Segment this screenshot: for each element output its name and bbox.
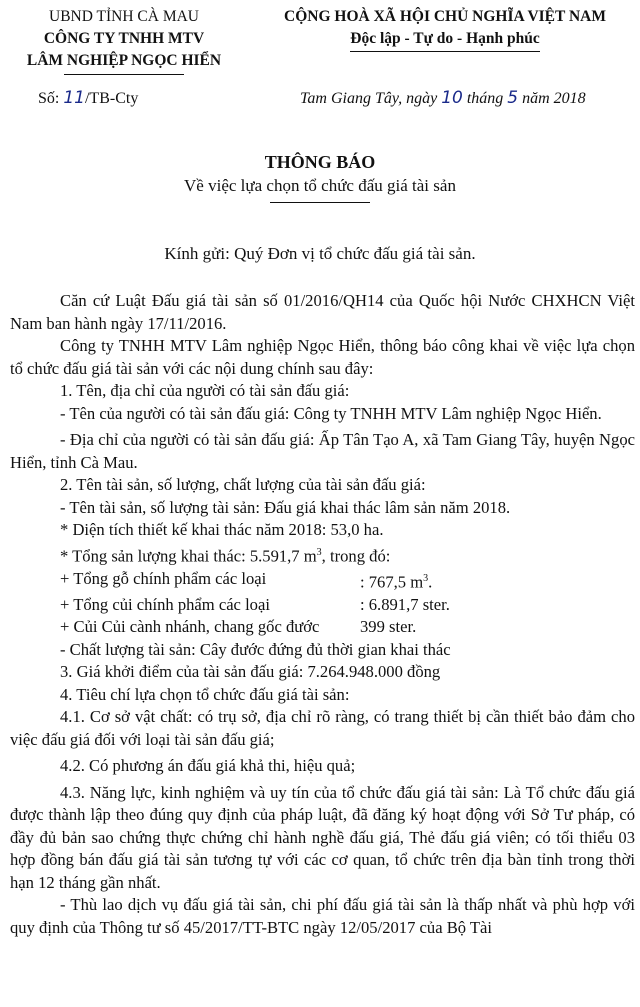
legal-basis: Căn cứ Luật Đấu giá tài sản số 01/2016/QH14 của Quốc hội Nước CHXHCN Việt Nam ban hành ngày 17/11/2016. [10, 291, 635, 333]
recipient-line: Kính gửi: Quý Đơn vị tổ chức đấu giá tài sản. [164, 244, 476, 263]
total-volume-suffix: , trong đó: [321, 546, 391, 566]
volume-row-value: : 6.891,7 ster. [360, 594, 450, 614]
asset-quality: - Chất lượng tài sản: Cây đước đứng đủ thời gian khai thác [60, 639, 451, 659]
national-header [250, 6, 640, 52]
owner-name: - Tên của người có tài sản đấu giá: Công ty TNHH MTV Lâm nghiệp Ngọc Hiển. [60, 403, 602, 423]
document-date [300, 88, 586, 108]
date-year: năm 2018 [518, 90, 586, 107]
asset-name: - Tên tài sản, số lượng tài sản: Đấu giá khai thác lâm sản năm 2018. [60, 497, 511, 517]
subtitle-underline [270, 202, 370, 203]
doc-number-suffix: /TB-Cty [84, 90, 139, 107]
issuer-block [4, 6, 244, 75]
volume-row-end: . [428, 572, 433, 592]
volume-row-label: + Tổng củi chính phẩm các loại [60, 594, 270, 614]
design-area: * Diện tích thiết kế khai thác năm 2018: 53,0 ha. [60, 520, 384, 539]
issuer-line-3: LÂM NGHIỆP NGỌC HIỂN [26, 52, 222, 69]
section-2-heading: 2. Tên tài sản, số lượng, chất lượng của tài sản đấu giá: [60, 475, 426, 494]
date-month-label: tháng [462, 90, 508, 107]
total-volume [10, 542, 635, 568]
volume-row [10, 594, 635, 617]
section-4-heading: 4. Tiêu chí lựa chọn tổ chức đấu giá tài sản: [60, 684, 350, 704]
issuer-line-1: UBND TỈNH CÀ MAU [49, 8, 199, 25]
volume-row-label: + Tổng gỗ chính phẩm các loại [60, 568, 267, 588]
doc-number-handwritten: 11 [63, 88, 85, 108]
section-1-heading: 1. Tên, địa chỉ của người có tài sản đấu giá: [60, 381, 350, 400]
volume-row [10, 616, 635, 639]
date-place: Tam Giang Tây, ngày [300, 90, 442, 107]
volume-row-value [360, 568, 432, 594]
document-number [38, 88, 138, 108]
criterion-4-3: 4.3. Năng lực, kinh nghiệm và uy tín của tổ chức đấu giá tài sản: Là Tổ chức đấu giá được thành lập theo đúng quy định của pháp luật, đã đăng ký hoạt động với Sở Tư pháp, có đầy đủ bản sao chứng thực chứng chỉ hành nghề đấu giá, Thẻ đấu giá viên; có tối thiểu 03 hợp đồng bán đấu giá tài sản tương tự với các cơ quan, tổ chức trên địa bàn tỉnh trong thời hạn 12 tháng gần nhất. [10, 782, 635, 892]
issuer-underline [64, 74, 184, 75]
volume-row-label: + Củi Củi cành nhánh, chang gốc đước [60, 617, 320, 637]
owner-address: - Địa chỉ của người có tài sản đấu giá: Ấp Tân Tạo A, xã Tam Giang Tây, huyện Ngọc Hiển, tỉnh Cà Mau. [10, 430, 635, 472]
volume-row [10, 568, 635, 594]
document-subtitle: Về việc lựa chọn tổ chức đấu giá tài sản [184, 176, 456, 195]
intro-paragraph: Công ty TNHH MTV Lâm nghiệp Ngọc Hiển, thông báo công khai về việc lựa chọn tổ chức đấu giá tài sản với các nội dung chính sau đây: [10, 336, 635, 378]
document-body [10, 290, 635, 939]
issuer-line-2: CÔNG TY TNHH MTV [43, 30, 205, 47]
total-volume-unit-sup: 3 [316, 546, 322, 558]
date-month: 5 [507, 88, 519, 108]
document-title: THÔNG BÁO [264, 152, 376, 172]
criterion-4-2: 4.2. Có phương án đấu giá khả thi, hiệu quả; [60, 756, 356, 776]
volume-row-value-text: : 767,5 m [360, 572, 424, 592]
national-motto: Độc lập - Tự do - Hạnh phúc [350, 28, 539, 52]
date-day: 10 [441, 88, 463, 108]
criterion-4-1: 4.1. Cơ sở vật chất: có trụ sở, địa chỉ rõ ràng, có trang thiết bị cần thiết bảo đảm cho việc đấu giá đối với loại tài sản đấu giá; [10, 707, 635, 749]
starting-price: 3. Giá khởi điểm của tài sản đấu giá: 7.264.948.000 đồng [60, 662, 441, 682]
country-name: CỘNG HOÀ XÃ HỘI CHỦ NGHĨA VIỆT NAM [284, 8, 606, 25]
total-volume-text: * Tổng sản lượng khai thác: 5.591,7 m [60, 546, 317, 566]
doc-number-prefix: Số: [38, 90, 64, 107]
volume-row-value: 399 ster. [360, 617, 417, 637]
volume-row-sup: 3 [423, 572, 429, 584]
criterion-fee: - Thù lao dịch vụ đấu giá tài sản, chi phí đấu giá tài sản là thấp nhất và phù hợp với quy định của Thông tư số 45/2017/TT-BTC ngày 12/05/2017 của Bộ Tài [10, 895, 635, 937]
